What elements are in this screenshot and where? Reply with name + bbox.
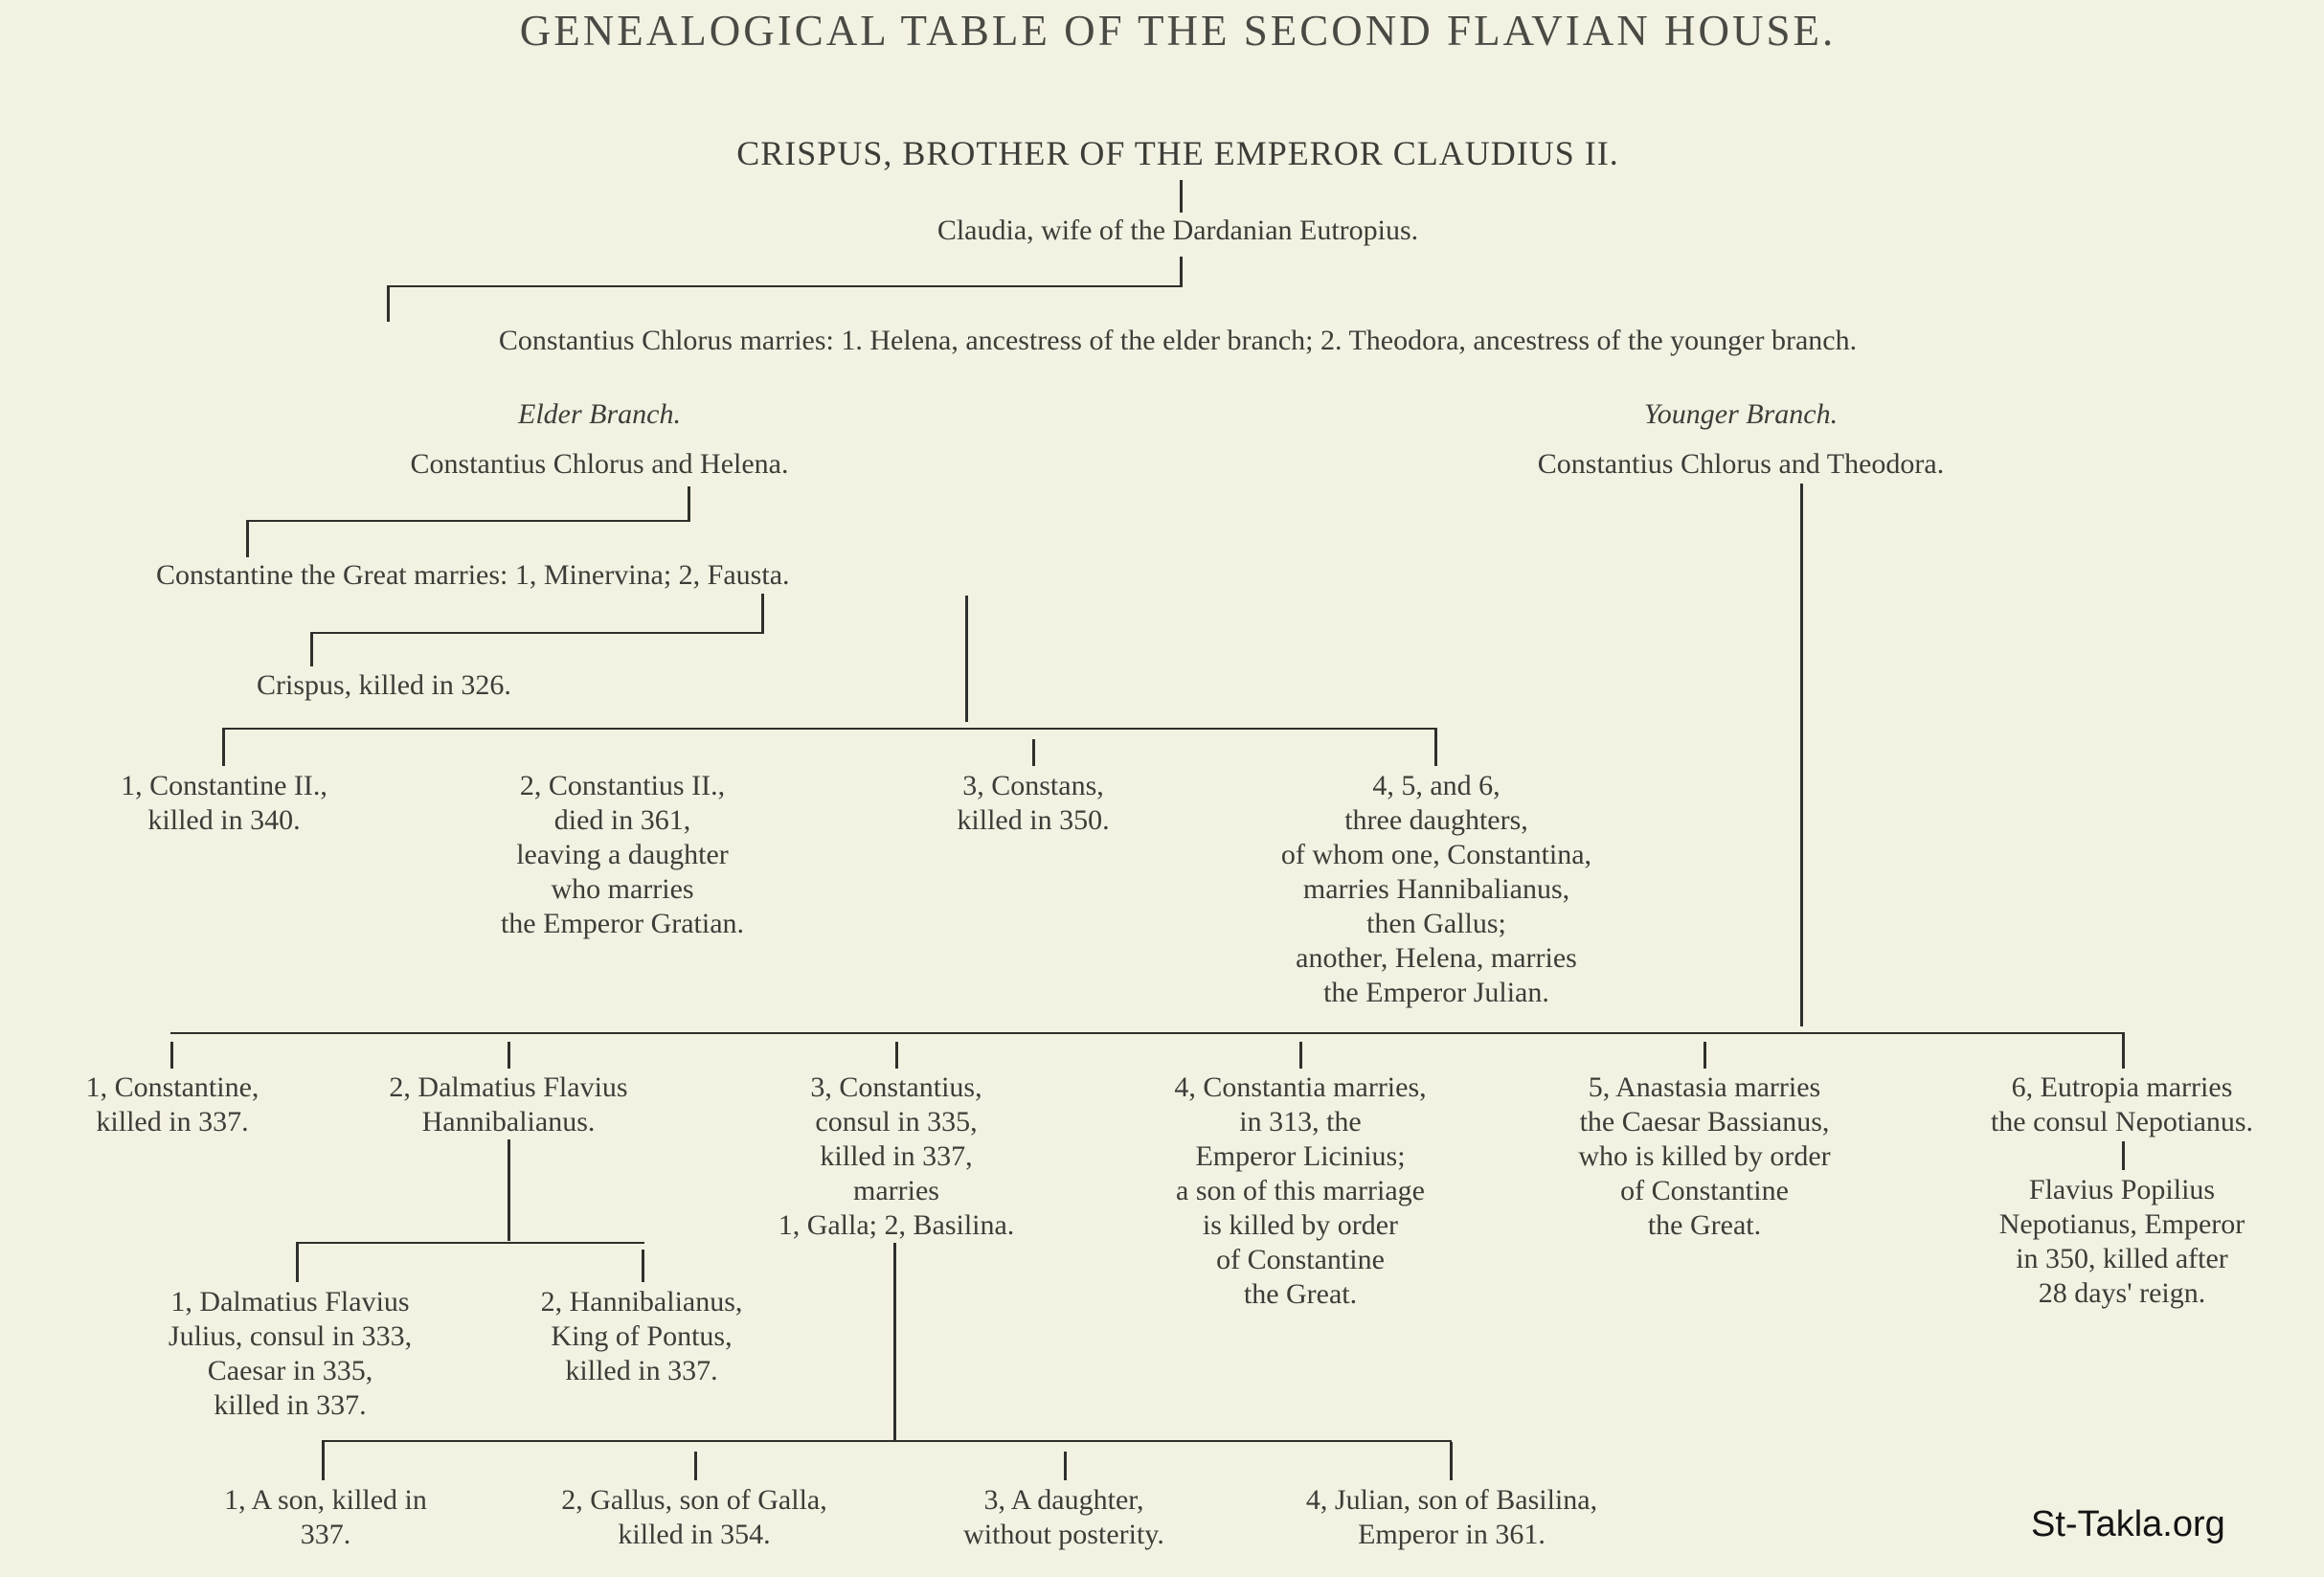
connector-line — [1704, 1042, 1706, 1069]
connector-line — [222, 730, 225, 766]
connector-line — [1450, 1442, 1453, 1480]
connector-line — [246, 520, 690, 522]
elder-child-2: 2, Constantius II., died in 361, leaving a daughter who marries the Emperor Gratian. — [500, 770, 745, 939]
dalmatius-child-1: 1, Dalmatius Flavius Julius, consul in 333, Caesar in 335, killed in 337. — [168, 1286, 413, 1421]
connector-line — [508, 1139, 510, 1241]
connector-line — [2122, 1034, 2125, 1069]
connector-line — [310, 632, 764, 634]
constantius-chlorus-line: Constantius Chlorus marries: 1. Helena, ancestress of the elder branch; 2. Theodora, ancestress of the younger branch. — [498, 325, 1858, 356]
constantius-child-3: 3, A daughter, without posterity. — [963, 1484, 1164, 1550]
connector-line — [246, 522, 249, 557]
connector-line — [895, 1042, 898, 1069]
watermark: St-Takla.org — [2031, 1504, 2225, 1544]
connector-line — [387, 287, 390, 322]
connector-line — [387, 285, 1183, 287]
constantius-child-2: 2, Gallus, son of Galla, killed in 354. — [561, 1484, 827, 1550]
connector-line — [170, 1032, 2125, 1034]
connector-line — [310, 634, 313, 666]
elder-child-1: 1, Constantine II., killed in 340. — [121, 770, 327, 836]
dalmatius-child-2: 2, Hannibalianus, King of Pontus, killed in 337. — [540, 1286, 743, 1386]
connector-line — [508, 1042, 510, 1069]
connector-line — [222, 728, 1437, 730]
younger-branch-parents: Constantius Chlorus and Theodora. — [1537, 448, 1945, 480]
younger-branch-heading: Younger Branch. — [1643, 398, 1839, 430]
connector-line — [1434, 730, 1437, 766]
elder-children-4-5-6: 4, 5, and 6, three daughters, of whom one, Constantina, marries Hannibalianus, then Gallus; another, Helena, marries the Emperor Julian. — [1280, 770, 1592, 1008]
connector-line — [1032, 739, 1035, 766]
connector-line — [170, 1042, 173, 1069]
younger-child-5: 5, Anastasia marries the Caesar Bassianus, who is killed by order of Constantine the Great. — [1578, 1071, 1831, 1241]
constantius-child-4: 4, Julian, son of Basilina, Emperor in 361. — [1305, 1484, 1598, 1550]
elder-branch-parents: Constantius Chlorus and Helena. — [410, 448, 789, 480]
nepotianus: Flavius Popilius Nepotianus, Emperor in 350, killed after 28 days' reign. — [1998, 1174, 2245, 1309]
younger-child-3: 3, Constantius, consul in 335, killed in 337, marries 1, Galla; 2, Basilina. — [778, 1071, 1015, 1241]
claudia-line: Claudia, wife of the Dardanian Eutropius. — [936, 214, 1419, 246]
younger-child-4: 4, Constantia marries, in 313, the Emperor Licinius; a son of this marriage is killed by order of Constantine the Great. — [1174, 1071, 1427, 1310]
connector-line — [1800, 484, 1803, 1026]
connector-line — [642, 1250, 644, 1282]
connector-line — [761, 594, 764, 632]
connector-line — [296, 1244, 299, 1282]
connector-line — [1180, 180, 1183, 213]
connector-line — [694, 1452, 697, 1480]
connector-line — [2122, 1141, 2125, 1170]
constantine-the-great: Constantine the Great marries: 1, Minervina; 2, Fausta. — [156, 559, 790, 591]
connector-line — [688, 486, 690, 520]
constantius-child-1: 1, A son, killed in 337. — [224, 1484, 427, 1550]
connector-line — [322, 1440, 1452, 1442]
connector-line — [1180, 257, 1183, 285]
crispus-son: Crispus, killed in 326. — [257, 669, 511, 701]
connector-line — [965, 596, 968, 722]
elder-child-3: 3, Constans, killed in 350. — [957, 770, 1110, 836]
younger-child-1: 1, Constantine, killed in 337. — [85, 1071, 259, 1138]
connector-line — [893, 1243, 896, 1440]
connector-line — [296, 1242, 644, 1244]
elder-branch-heading: Elder Branch. — [518, 398, 681, 430]
connector-line — [322, 1442, 325, 1480]
connector-line — [1064, 1452, 1067, 1480]
younger-child-2: 2, Dalmatius Flavius Hannibalianus. — [389, 1071, 628, 1138]
page-title: GENEALOGICAL TABLE OF THE SECOND FLAVIAN HOUSE. — [519, 7, 1837, 55]
younger-child-6: 6, Eutropia marries the consul Nepotianus. — [1990, 1071, 2254, 1138]
root-ancestor: CRISPUS, BROTHER OF THE EMPEROR CLAUDIUS II. — [736, 134, 1619, 172]
connector-line — [1299, 1042, 1302, 1069]
